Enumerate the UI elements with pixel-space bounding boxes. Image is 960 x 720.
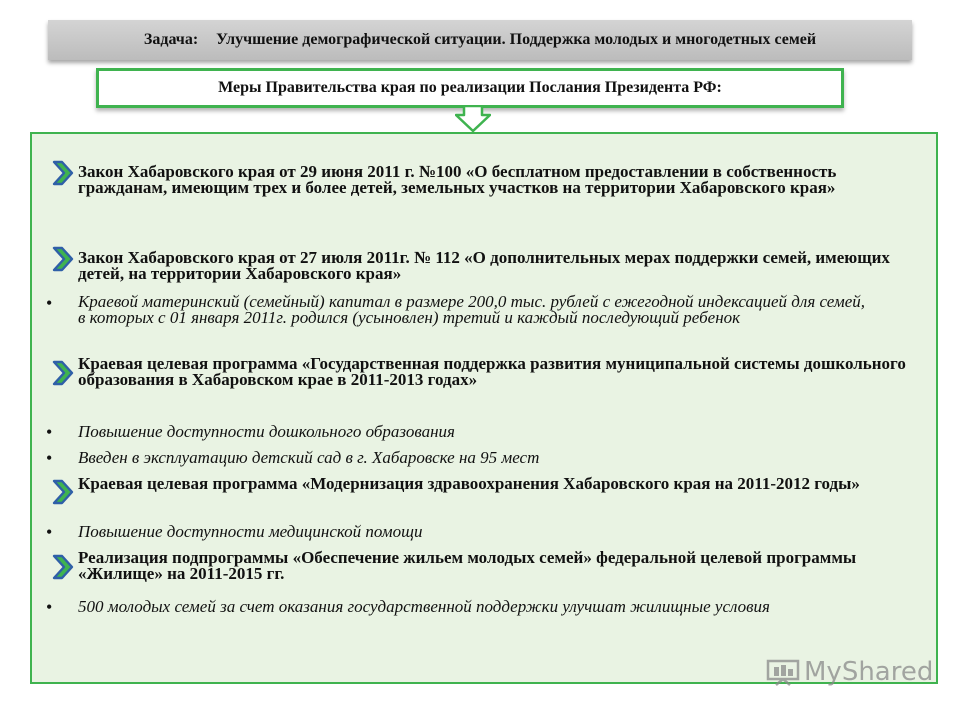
- measures-title-box: [96, 68, 844, 108]
- task-header: [48, 20, 912, 60]
- law-item-100: Закон Хабаровского края от 29 июня 2011 г. №100 «О бесплатном предоставлении в собственность гражданам, имеющим трех и более детей, земельных участков на территории Хабаровского края»: [78, 162, 837, 197]
- double-chevron-right-icon: [52, 479, 78, 505]
- task-label: Задача:: [143, 31, 199, 48]
- medical-access-item: Повышение доступности медицинской помощи: [78, 522, 423, 541]
- bullet-dot: •: [46, 293, 53, 313]
- bullet-dot: •: [46, 522, 53, 542]
- preschool-program-item: Краевая целевая программа «Государственная поддержка развития муниципальной системы дошкольного образования в Хабаровском крае в 2011-2013 годах»: [78, 354, 906, 389]
- preschool-access-item: Повышение доступности дошкольного образования: [78, 422, 455, 441]
- bullet-dot: •: [46, 448, 53, 468]
- down-arrow-icon: [455, 106, 491, 132]
- double-chevron-right-icon: [52, 360, 78, 386]
- double-chevron-right-icon: [52, 246, 78, 272]
- kindergarten-item: Введен в эксплуатацию детский сад в г. Хабаровске на 95 мест: [78, 448, 540, 467]
- measures-title: Меры Правительства края по реализации Послания Президента РФ:: [218, 79, 722, 96]
- young-families-item: 500 молодых семей за счет оказания государственной поддержки улучшат жилищные условия: [78, 597, 770, 616]
- double-chevron-right-icon: [52, 160, 78, 186]
- bullet-dot: •: [46, 597, 53, 617]
- presentation-board-icon: [766, 658, 800, 686]
- law-item-112: Закон Хабаровского края от 27 июля 2011г. № 112 «О дополнительных мерах поддержки семей, имеющих детей, на территории Хабаровского края»: [78, 248, 890, 283]
- housing-program-item: Реализация подпрограммы «Обеспечение жильем молодых семей» федеральной целевой программы «Жилище» на 2011-2015 гг.: [78, 548, 857, 583]
- maternal-capital-item: Краевой материнский (семейный) капитал в размере 200,0 тыс. рублей с ежегодной индексацией для семей, в которых с 01 января 2011г. родился (усыновлен) третий и каждый последующий ребенок: [78, 292, 866, 327]
- healthcare-program-item: Краевая целевая программа «Модернизация здравоохранения Хабаровского края на 2011-2012 годы»: [78, 474, 860, 493]
- task-text: Улучшение демографической ситуации. Поддержка молодых и многодетных семей: [216, 31, 817, 48]
- myshared-watermark: [766, 656, 933, 688]
- bullet-dot: •: [46, 422, 53, 442]
- watermark-text: MyShared: [804, 657, 934, 687]
- main-content-panel: [30, 132, 938, 684]
- double-chevron-right-icon: [52, 554, 78, 580]
